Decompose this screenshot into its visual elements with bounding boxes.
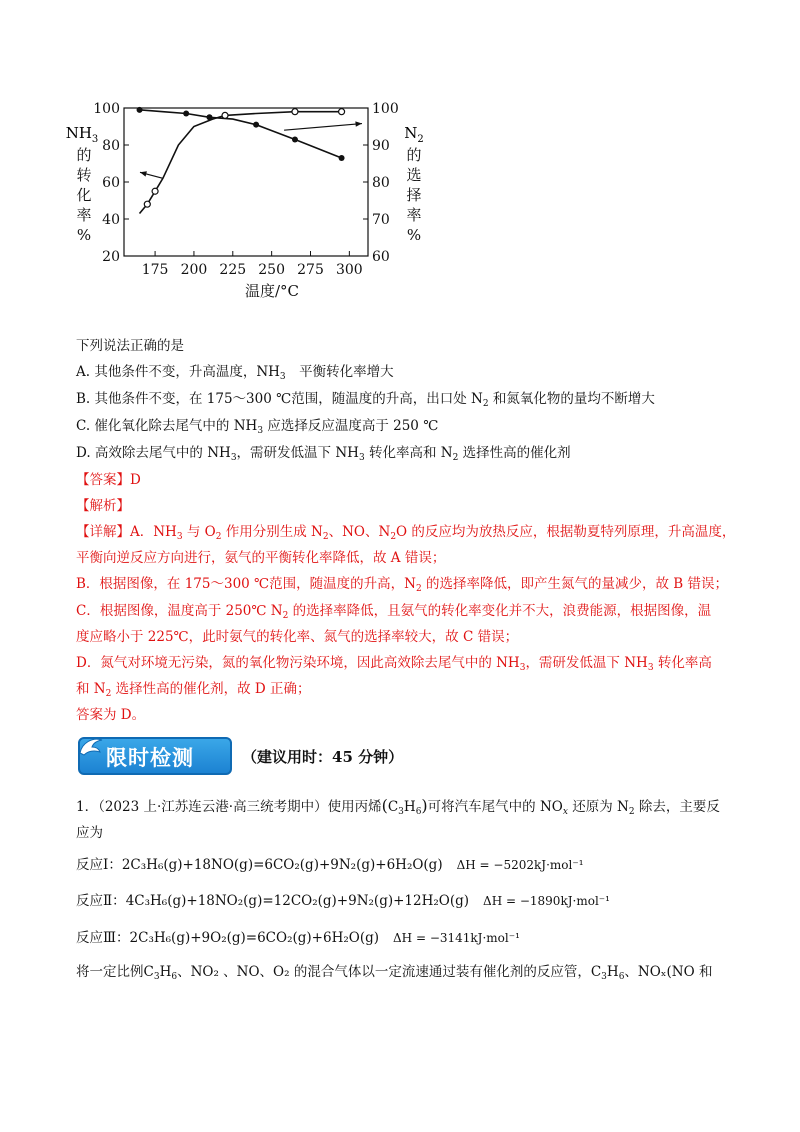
y-right-tick-label: 60 (372, 249, 390, 265)
x-tick-label: 175 (141, 262, 169, 278)
y-left-label-char: 化 (76, 186, 92, 204)
x-tick-label: 200 (180, 262, 208, 278)
filled-point (183, 111, 189, 117)
y-right-tick-label: 90 (372, 138, 390, 154)
open-point (292, 109, 298, 115)
dolphin-icon (76, 733, 106, 763)
series-line-right (140, 110, 342, 158)
y-right-label-char: 选 (406, 166, 422, 184)
y-left-label-head: $NH_3$ (65, 124, 99, 145)
filled-point (206, 114, 212, 120)
filled-point (253, 122, 259, 128)
x-tick-label: 250 (258, 262, 286, 278)
open-point (222, 112, 228, 118)
answer-label: 【答案】D (76, 472, 141, 488)
q1-line-1: 1．（2023 上·江苏连云港·高三统考期中）使用丙烯$(C_3H_6)$可将汽车尾气中的 $NO_x$ 还原为 $N_2$ 除去，主要反 (76, 796, 720, 817)
y-left-tick-label: 20 (102, 249, 120, 265)
x-axis-label: 温度/°C (244, 282, 300, 300)
y-left-tick-label: 100 (93, 101, 120, 117)
q1-line-2: 应为 (76, 825, 103, 841)
y-right-tick-label: 80 (372, 175, 390, 191)
open-point (144, 201, 150, 207)
time-advice: （建议用时：45 分钟） (242, 748, 404, 766)
detail-line-1: 【详解】A．$NH_3$ 与 $O_2$ 作用分别生成 $N_2$、NO、$N_2O$ 的反应均为放热反应，根据勒夏特列原理，升高温度， (76, 524, 736, 542)
arrow-to-right-axis (284, 124, 362, 131)
conversion-selectivity-chart (60, 92, 440, 312)
section-banner (76, 733, 234, 779)
series-line-left (140, 112, 342, 214)
q1-line-last: 将一定比例$C_3H_6$、NO₂ 、NO、O₂ 的混合气体以一定流速通过装有催化剂的反应管，$C_3H_6$、NOₓ(NO 和 (76, 964, 713, 982)
y-left-tick-label: 60 (102, 175, 120, 191)
reaction-3: 反应Ⅲ：2C₃H₆(g)+9O₂(g)=6CO₂(g)+6H₂O(g) ΔH = −3141kJ·mol⁻¹ (76, 930, 520, 946)
detail-line-4: C．根据图像，温度高于 250℃ $N_2$ 的选择率降低，且氨气的转化率变化并不大，浪费能源，根据图像，温 (76, 603, 712, 621)
open-point (339, 109, 345, 115)
detail-line-8: 答案为 D。 (76, 707, 146, 723)
filled-point (137, 107, 143, 113)
y-left-tick-label: 80 (102, 138, 120, 154)
y-left-label-char: % (76, 226, 92, 244)
detail-line-6: D．氮气对环境无污染，氮的氧化物污染环境，因此高效除去尾气中的 $NH_3$，需研发低温下 $NH_3$ 转化率高 (76, 655, 712, 673)
y-left-label-char: 转 (76, 166, 92, 184)
y-left-tick-label: 40 (102, 212, 120, 228)
detail-line-5: 度应略小于 225℃，此时氨气的转化率、氮气的选择率较大，故 C 错误； (76, 629, 519, 645)
filled-point (292, 136, 298, 142)
chart-svg (60, 92, 440, 312)
detail-line-3: B．根据图像，在 175～300 ℃范围，随温度的升高，$N_2$ 的选择率降低，即产生氮气的量减少，故 B 错误； (76, 576, 728, 594)
banner-title: 限时检测 (106, 746, 194, 770)
y-left-label-char: 率 (76, 206, 92, 224)
y-right-label-char: % (406, 226, 422, 244)
option-a: A. 其他条件不变，升高温度，$NH_3$ 平衡转化率增大 (76, 364, 394, 382)
y-left-label-char: 的 (76, 146, 92, 164)
filled-point (339, 155, 345, 161)
y-right-label-char: 的 (406, 146, 422, 164)
y-right-tick-label: 100 (372, 101, 399, 117)
y-right-label-char: 率 (406, 206, 422, 224)
reaction-2: 反应Ⅱ：4C₃H₆(g)+18NO₂(g)=12CO₂(g)+9N₂(g)+12H₂O(g) ΔH = −1890kJ·mol⁻¹ (76, 893, 610, 909)
x-tick-label: 300 (335, 262, 363, 278)
x-tick-label: 275 (297, 262, 324, 278)
y-right-tick-label: 70 (372, 212, 390, 228)
x-tick-label: 225 (219, 262, 247, 278)
option-b: B. 其他条件不变，在 175～300 ℃范围，随温度的升高，出口处 $N_2$ 和氮氧化物的量均不断增大 (76, 391, 655, 409)
y-right-label-char: 择 (406, 186, 422, 204)
y-right-label-head: $N_2$ (404, 124, 424, 145)
analysis-label: 【解析】 (76, 498, 130, 514)
reaction-1: 反应Ⅰ：2C₃H₆(g)+18NO(g)=6CO₂(g)+9N₂(g)+6H₂O(g) ΔH = −5202kJ·mol⁻¹ (76, 857, 584, 873)
option-c: C. 催化氧化除去尾气中的 $NH_3$ 应选择反应温度高于 250 ℃ (76, 418, 439, 436)
option-d: D. 高效除去尾气中的 $NH_3$，需研发低温下 $NH_3$ 转化率高和 $N_2$ 选择性高的催化剂 (76, 445, 571, 463)
open-point (152, 188, 158, 194)
detail-line-2: 平衡向逆反应方向进行，氨气的平衡转化率降低，故 A 错误； (76, 550, 446, 566)
question-stem: 下列说法正确的是 (76, 338, 184, 354)
detail-line-7: 和 $N_2$ 选择性高的催化剂，故 D 正确； (76, 681, 311, 699)
